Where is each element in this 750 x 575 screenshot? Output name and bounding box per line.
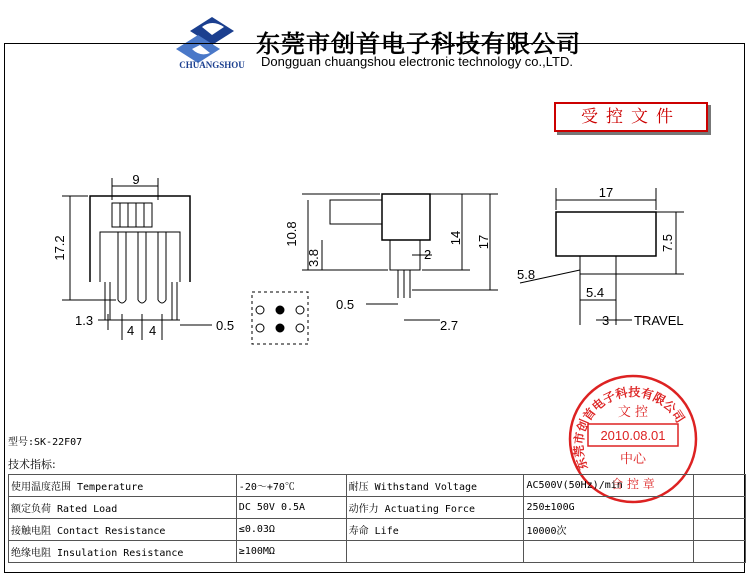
- table-row: [9, 541, 746, 563]
- spec-cell: [694, 497, 746, 519]
- dim-top-travel: 3: [602, 313, 610, 328]
- dim-side-pin: 2: [424, 247, 432, 262]
- spec-cell: 耐压 Withstand Voltage: [346, 475, 524, 497]
- dim-side-h1: 10.8: [284, 221, 299, 247]
- spec-cell: ≥100MΩ: [236, 541, 346, 563]
- model-number: 型号:SK-22F07: [8, 437, 83, 448]
- spec-cell: [524, 541, 694, 563]
- dim-front-height: 17.2: [52, 235, 67, 261]
- specs-title: 技术指标:: [8, 458, 56, 471]
- spec-cell: 绝缘电阻 Insulation Resistance: [9, 541, 237, 563]
- controlled-document-label: 受控文件: [554, 102, 708, 132]
- specs-table: [8, 474, 746, 563]
- spec-cell: 250±100G: [524, 497, 694, 519]
- spec-cell: [346, 541, 524, 563]
- dim-front-pin-width: 0.5: [216, 318, 235, 333]
- dim-side-thickness: 0.5: [336, 297, 355, 312]
- table-row: [9, 519, 746, 541]
- pcb-footprint: [252, 292, 308, 344]
- spec-cell: 10000次: [524, 519, 694, 541]
- spec-cell: 额定负荷 Rated Load: [9, 497, 237, 519]
- spec-cell: [694, 541, 746, 563]
- stamp-ring-text: 东莞市创首电子科技有限公司: [571, 385, 688, 472]
- dim-top-height: 7.5: [660, 233, 675, 253]
- spec-cell: 使用温度范围 Temperature: [9, 475, 237, 497]
- stamp-top-text: 文 控: [617, 405, 649, 420]
- side-view: [302, 194, 498, 320]
- spec-cell: AC500V(50Hz)/min: [524, 475, 694, 497]
- spec-cell: ≤0.03Ω: [236, 519, 346, 541]
- stamp-bottom-text: 中心: [619, 452, 647, 467]
- stamp-lower-text: 合 控 章: [611, 477, 655, 491]
- dim-side-h3: 14: [448, 230, 463, 246]
- dim-side-h4: 17: [476, 234, 491, 250]
- spec-cell: 接触电阻 Contact Resistance: [9, 519, 237, 541]
- company-name-cn: 东莞市创首电子科技有限公司: [256, 30, 581, 58]
- travel-label: TRAVEL: [634, 313, 684, 328]
- dim-top-knob: 5.8: [517, 267, 536, 282]
- dim-front-width: 9: [132, 172, 140, 187]
- dim-front-pin-offset: 1.3: [75, 313, 94, 328]
- dim-side-pitch: 2.7: [440, 318, 459, 333]
- spec-cell: 动作力 Actuating Force: [346, 497, 524, 519]
- table-row: [9, 475, 746, 497]
- top-view: [520, 188, 684, 325]
- table-row: [9, 497, 746, 519]
- dim-front-pitch-b: 4: [149, 323, 157, 338]
- spec-cell: [694, 475, 746, 497]
- spec-cell: -20～+70℃: [236, 475, 346, 497]
- dim-top-knob-width: 5.4: [586, 285, 605, 300]
- dim-front-pitch-a: 4: [127, 323, 135, 338]
- spec-cell: [694, 519, 746, 541]
- spec-cell: DC 50V 0.5A: [236, 497, 346, 519]
- logo-text: CHUANGSHOU: [179, 60, 245, 70]
- spec-cell: 寿命 Life: [346, 519, 524, 541]
- company-name-en: Dongguan chuangshou electronic technology co.,LTD.: [261, 54, 573, 69]
- dim-top-width: 17: [598, 185, 614, 200]
- stamp-date: 2010.08.01: [600, 428, 666, 443]
- dim-side-h2: 3.8: [306, 248, 321, 268]
